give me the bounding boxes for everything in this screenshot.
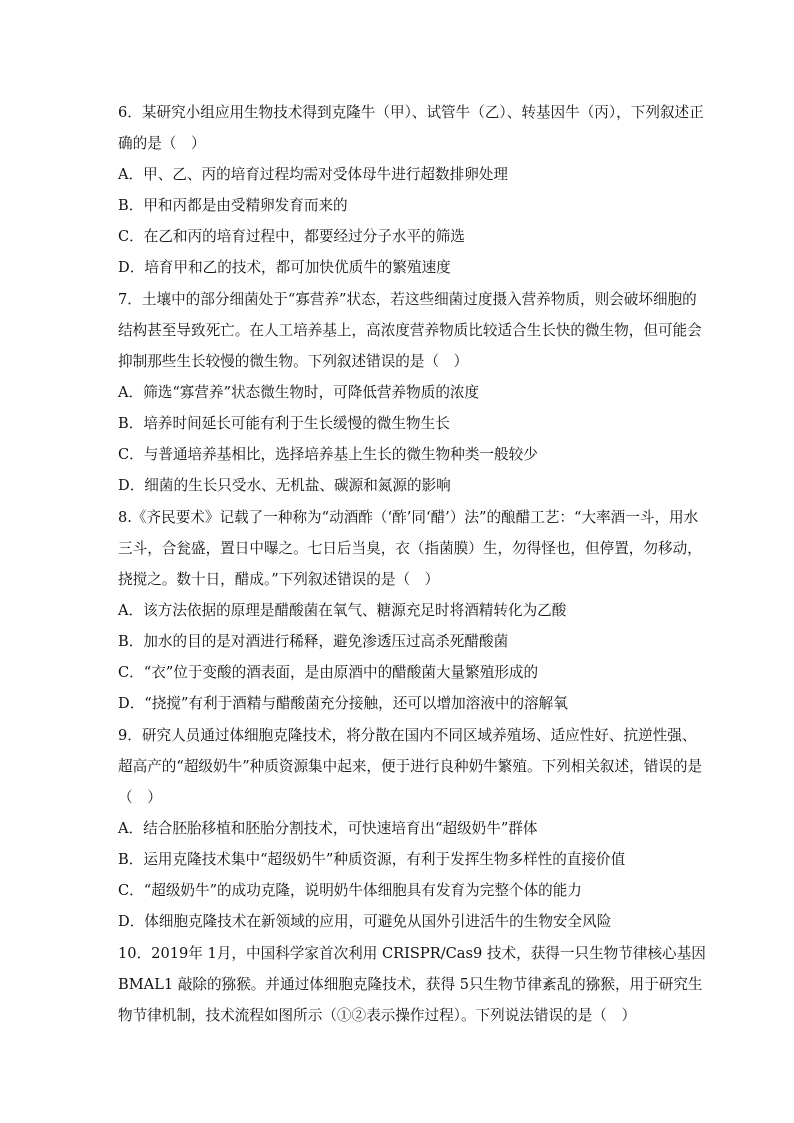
- q8-stem-line-1: 8.《齐民要术》记载了一种称为“动酒酢（‘酢’同‘醋’）法”的酿醋工艺：“大率酒一斗，用水: [118, 509, 699, 526]
- q7-option-b: B．培养时间延长可能有利于生长缓慢的微生物生长: [118, 415, 450, 432]
- q7-option-d: D．细菌的生长只受水、无机盐、碳源和氮源的影响: [118, 477, 451, 494]
- q9-stem-line-1: 9．研究人员通过体细胞克隆技术，将分散在国内不同区域养殖场、适应性好、抗逆性强、: [118, 727, 697, 744]
- q9-option-c: C．“超级奶牛”的成功克隆，说明奶牛体细胞具有发育为完整个体的能力: [118, 882, 582, 899]
- q6-option-a: A．甲、乙、丙的培育过程均需对受体母牛进行超数排卵处理: [118, 166, 508, 183]
- q8-option-d: D．“挠搅”有利于酒精与醋酸菌充分接触，还可以增加溶液中的溶解氧: [118, 695, 568, 712]
- q6-option-c: C．在乙和丙的培育过程中，都要经过分子水平的筛选: [118, 228, 465, 245]
- q6-option-d: D．培育甲和乙的技术，都可加快优质牛的繁殖速度: [118, 259, 451, 276]
- q8-stem-line-3: 挠搅之。数十日，醋成。”下列叙述错误的是（ ）: [118, 571, 440, 588]
- q8-option-c: C．“衣”位于变酸的酒表面，是由原酒中的醋酸菌大量繁殖形成的: [118, 664, 539, 681]
- q7-stem-line-3: 抑制那些生长较慢的微生物。下列叙述错误的是（ ）: [118, 353, 469, 370]
- q9-option-d: D．体细胞克隆技术在新领域的应用，可避免从国外引进活牛的生物安全风险: [118, 913, 612, 930]
- q8-option-b: B．加水的目的是对酒进行稀释，避免渗透压过高杀死醋酸菌: [118, 633, 509, 650]
- q8-option-a: A．该方法依据的原理是醋酸菌在氧气、糖源充足时将酒精转化为乙酸: [118, 602, 567, 619]
- q7-stem-line-2: 结构甚至导致死亡。在人工培养基上，高浓度营养物质比较适合生长快的微生物，但可能会: [118, 322, 702, 339]
- q9-stem-line-3: （ ）: [118, 789, 162, 806]
- q10-stem-line-3: 物节律机制，技术流程如图所示（①②表示操作过程）。下列说法错误的是（ ）: [118, 1007, 637, 1024]
- q9-stem-line-2: 超高产的“超级奶牛”种质资源集中起来，便于进行良种奶牛繁殖。下列相关叙述，错误的是: [118, 758, 703, 775]
- q6-stem-line-2: 确的是（ ）: [118, 135, 206, 152]
- q6-option-b: B．甲和丙都是由受精卵发育而来的: [118, 197, 348, 214]
- q9-option-b: B．运用克隆技术集中“超级奶牛”种质资源，有利于发挥生物多样性的直接价值: [118, 851, 626, 868]
- q10-stem-line-1: 10．2019年 1月，中国科学家首次利用 CRISPR/Cas9 技术，获得一只生物节律核心基因: [118, 945, 706, 962]
- q6-stem-line-1: 6．某研究小组应用生物技术得到克隆牛（甲）、试管牛（乙）、转基因牛（丙），下列叙述正: [118, 104, 704, 121]
- q10-stem-line-2: BMAL1 敲除的猕猴。并通过体细胞克隆技术，获得 5只生物节律紊乱的猕猴，用于研究生: [118, 976, 703, 993]
- q7-stem-line-1: 7．土壤中的部分细菌处于“寡营养”状态，若这些细菌过度摄入营养物质，则会破坏细胞的: [118, 291, 697, 308]
- q9-option-a: A．结合胚胎移植和胚胎分割技术，可快速培育出“超级奶牛”群体: [118, 820, 538, 837]
- q8-stem-line-2: 三斗，合瓮盛，置日中曝之。七日后当臭，衣（指菌膜）生，勿得怪也，但停置，勿移动，: [118, 540, 702, 557]
- q7-option-a: A．筛选“寡营养”状态微生物时，可降低营养物质的浓度: [118, 384, 480, 401]
- q7-option-c: C．与普通培养基相比，选择培养基上生长的微生物种类一般较少: [118, 446, 538, 463]
